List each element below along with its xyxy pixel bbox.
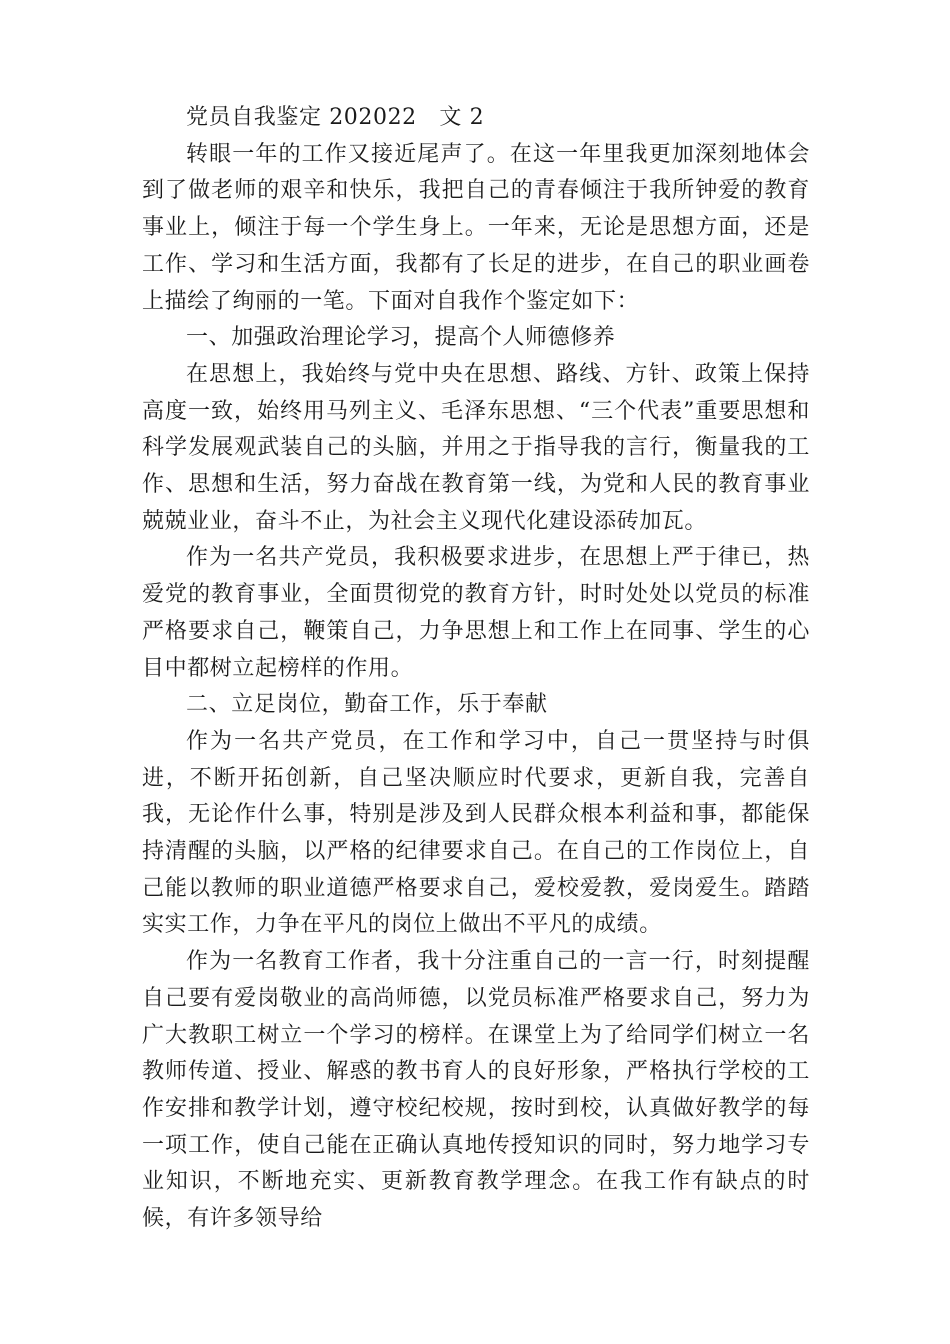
paragraph-work-study: 作为一名共产党员，在工作和学习中，自己一贯坚持与时俱进，不断开拓创新，自己坚决顺应时代要求，更新自我，完善自我，无论作什么事，特别是涉及到人民群众根本利益和事，都能保持清醒的头脑，以严格的纪律要求自己。在自己的工作岗位上，自己能以教师的职业道德严格要求自己，爱校爱教，爱岗爱生。踏踏实实工作，力争在平凡的岗位上做出不平凡的成绩。 (142, 728, 810, 938)
paragraph-intro: 转眼一年的工作又接近尾声了。在这一年里我更加深刻地体会到了做老师的艰辛和快乐，我把自己的青春倾注于我所钟爱的教育事业上，倾注于每一个学生身上。一年来，无论是思想方面，还是工作、学习和生活方面，我都有了长足的进步，在自己的职业画卷上描绘了绚丽的一笔。下面对自我作个鉴定如下： (142, 141, 810, 314)
section-heading-2: 二、立足岗位，勤奋工作，乐于奉献 (186, 692, 548, 718)
document-body (142, 100, 810, 1238)
paragraph-party-member: 作为一名共产党员，我积极要求进步，在思想上严于律已，热爱党的教育事业，全面贯彻党的教育方针，时时处处以党员的标准严格要求自己，鞭策自己，力争思想上和工作上在同事、学生的心目中都树立起榜样的作用。 (142, 545, 810, 681)
section-heading-1: 一、加强政治理论学习，提高个人师德修养 (186, 325, 616, 351)
document-title: 党员自我鉴定 202022 文 2 (186, 105, 485, 130)
paragraph-ideology: 在思想上，我始终与党中央在思想、路线、方针、政策上保持高度一致，始终用马列主义、毛泽东思想、“三个代表”重要思想和科学发展观武装自己的头脑，并用之于指导我的言行，衡量我的工作、思想和生活，努力奋战在教育第一线，为党和人民的教育事业兢兢业业，奋斗不止，为社会主义现代化建设添砖加瓦。 (142, 361, 810, 534)
paragraph-educator: 作为一名教育工作者，我十分注重自己的一言一行，时刻提醒自己要有爱岗敬业的高尚师德，以党员标准严格要求自己，努力为广大教职工树立一个学习的榜样。在课堂上为了给同学们树立一名教师传道、授业、解惑的教书育人的良好形象，严格执行学校的工作安排和教学计划，遵守校纪校规，按时到校，认真做好教学的每一项工作，使自己能在正确认真地传授知识的同时，努力地学习专业知识，不断地充实、更新教育教学理念。在我工作有缺点的时候，有许多领导给 (142, 949, 810, 1232)
